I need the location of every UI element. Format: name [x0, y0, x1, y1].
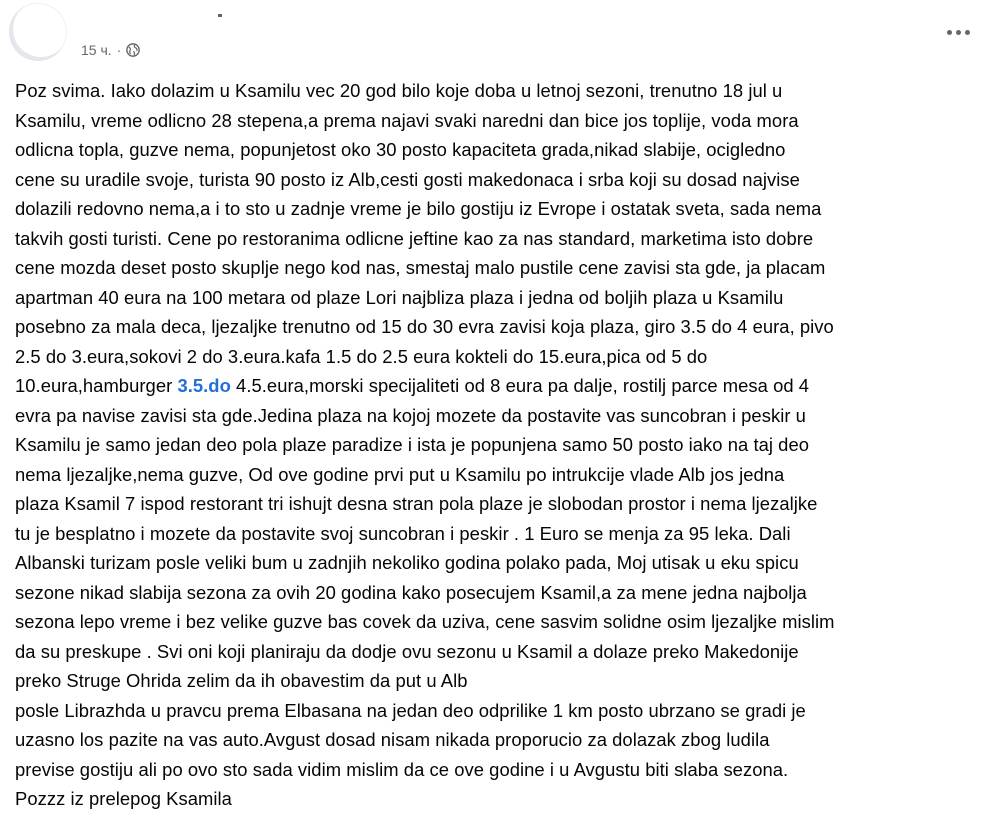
- post-text-line: posebno za mala deca, ljezaljke trenutno od 15 do 30 evra zavisi koja plaza, giro 3.5 do 4 eura, pivo: [15, 316, 834, 337]
- post-text-line: cene mozda deset posto skuplje nego kod nas, smestaj malo pustile cene zavisi sta gde, ja placam: [15, 257, 826, 278]
- post-text-line: uzasno los pazite na vas auto.Avgust dosad nisam nikada proporucio za dolazak zbog ludila: [15, 729, 770, 750]
- post-text-line: dolazili redovno nema,a i to sto u zadnje vreme je bilo gostiju iz Evrope i ostatak sveta, sada nema: [15, 198, 822, 219]
- post-text-line: posle Librazhda u pravcu prema Elbasana na jedan deo odprilike 1 km posto ubrzano se gradi je: [15, 699, 806, 721]
- post-text-line: apartman 40 eura na 100 metara od plaze Lori najbliza plaza i jedna od boljih plaza u Ksamilu: [15, 286, 784, 308]
- post-text-line: sezone nikad slabija sezona za ovih 20 godina kako posecujem Ksamil,a za mene jedna najbolja: [15, 581, 807, 603]
- more-options-button[interactable]: [940, 20, 976, 44]
- post-text-line: Ksamilu je samo jedan deo pola plaze paradize i ista je popunjena samo 50 posto iako na taj deo: [15, 434, 810, 455]
- more-horizontal-icon: [947, 30, 970, 35]
- post-text: [15, 76, 993, 814]
- post-link[interactable]: 3.5.do: [177, 375, 231, 396]
- post-text-line: da su preskupe . Svi oni koji planiraju da dodje ovu sezonu u Ksamil a dolaze preko Makedonije: [15, 640, 799, 662]
- avatar[interactable]: [9, 3, 67, 61]
- post-text-line: preko Struge Ohrida zelim da ih obavestim da put u Alb: [15, 670, 468, 691]
- post-text-line: 2.5 do 3.eura,sokovi 2 do 3.eura.kafa 1.5 do 2.5 eura kokteli do 15.eura,pica od 5 do: [15, 345, 708, 367]
- author-name[interactable]: [218, 14, 222, 17]
- post-text-line: Poz svima. Iako dolazim u Ksamilu vec 20 god bilo koje doba u letnoj sezoni, trenutno 18 jul u: [15, 80, 783, 101]
- post-text-line: sezona lepo vreme i bez velike guzve bas covek da uziva, cene sasvim solidne osim ljezaljke mislim: [15, 611, 835, 632]
- post-text-line: evra pa navise zavisi sta gde.Jedina plaza na kojoj mozete da postavite vas suncobran i peskir u: [15, 404, 806, 426]
- meta-separator: ·: [116, 42, 122, 58]
- globe-icon[interactable]: [126, 43, 140, 57]
- post-text-line: takvih gosti turisti. Cene po restoranima odlicne jeftine kao za nas standard, marketima isto dobre: [15, 227, 814, 249]
- post-text-segment: 10.eura,hamburger: [15, 375, 178, 396]
- post-text-line: plaza Ksamil 7 ispod restorant tri ishujt desna stran pola plaze je slobodan prostor i nema ljezaljke: [15, 493, 818, 514]
- post-text-line: Ksamilu, vreme odlicno 28 stepena,a prema najavi svaki naredni dan bice jos toplije, voda mora: [15, 109, 799, 131]
- post-timestamp[interactable]: 15 ч.: [81, 42, 112, 58]
- post-text-line: nema ljezaljke,nema guzve, Od ove godine prvi put u Ksamilu po intrukcije vlade Alb jos jedna: [15, 463, 785, 485]
- post-text-line: Pozzz iz prelepog Ksamila: [15, 788, 232, 809]
- post-text-line-with-link: [15, 371, 993, 401]
- post-text-line: previse gostiju ali po ovo sto sada vidim mislim da ce ove godine i u Avgustu biti slaba sezona.: [15, 758, 789, 780]
- post-text-line: cene su uradile svoje, turista 90 posto iz Alb,cesti gosti makedonaca i srba koji su dosad najvise: [15, 168, 800, 190]
- post-header: [0, 0, 1000, 70]
- post-text-segment: 4.5.eura,morski specijaliteti od 8 eura pa dalje, rostilj parce mesa od 4: [230, 375, 810, 396]
- post-text-line: Albanski turizam posle veliki bum u zadnjih nekoliko godina polako pada, Moj utisak u eku spicu: [15, 552, 799, 573]
- post-text-line: odlicna topla, guzve nema, popunjetost oko 30 posto kapaciteta grada,nikad slabije, ocigledno: [15, 139, 786, 160]
- post-meta: [81, 40, 140, 60]
- post-text-line: tu je besplatno i mozete da postavite svoj suncobran i peskir . 1 Euro se menja za 95 leka. Dali: [15, 522, 791, 544]
